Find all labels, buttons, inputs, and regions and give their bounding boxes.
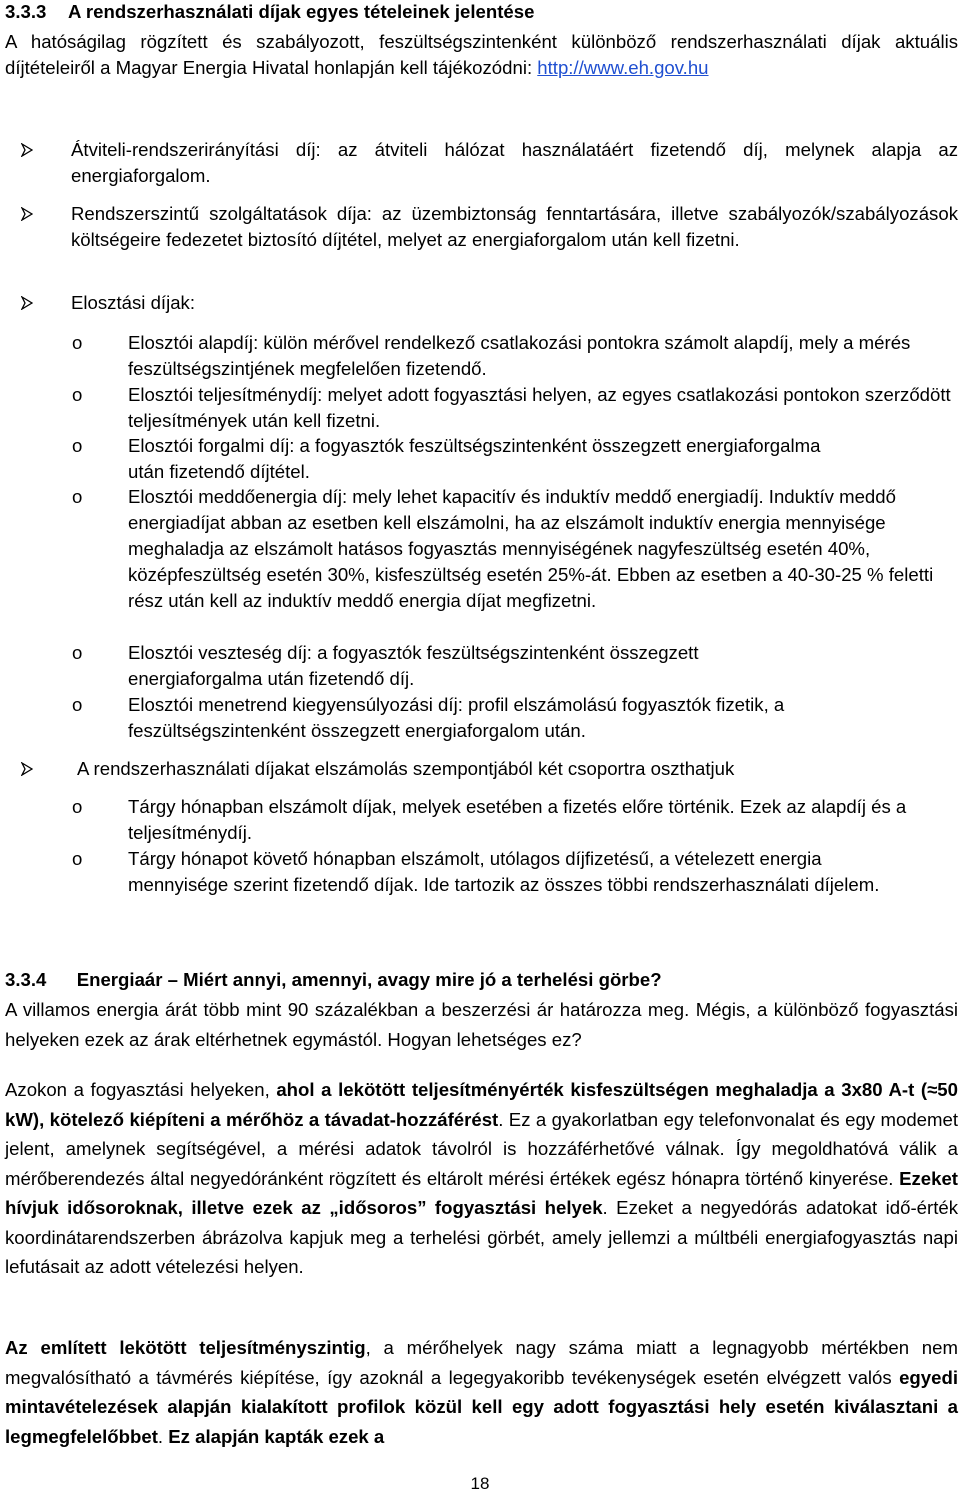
arrow-bullet-icon xyxy=(21,207,33,221)
csoport-item-text: Tárgy hónapban elszámolt díjak, melyek esetében a fizetés előre történik. Ezek az alapdíj és a teljesítménydíj. xyxy=(128,796,907,843)
bullet-atviteli xyxy=(5,137,958,189)
paragraph-2-text: . Ezeket a negyedórás adatokat idő-érték koordinátarendszerben ábrázolva kapjuk meg a terhelési görbét, amely jellemzi a múltbéli energiafogyasztás napi lefutásait az adott vételezési helyen. xyxy=(5,1197,958,1277)
circle-bullet-icon: o xyxy=(72,848,83,869)
elosztasi-item-text: Elosztói alapdíj: külön mérővel rendelkező csatlakozási pontokra számolt alapdíj, mely a mérés feszültségszintjének megfelelően fizetendő. xyxy=(128,332,911,379)
elosztasi-item xyxy=(5,330,958,382)
section-number: 3.3.4 xyxy=(5,969,47,990)
bullet-csoport-text: A rendszerhasználati díjakat elszámolás szempontjából két csoportra oszthatjuk xyxy=(77,758,735,779)
circle-bullet-icon: o xyxy=(72,332,83,353)
circle-bullet-icon: o xyxy=(72,642,83,663)
section-heading-333 xyxy=(5,0,534,24)
elosztasi-item xyxy=(5,484,958,614)
csoport-item xyxy=(5,794,958,846)
section-heading-334 xyxy=(5,968,662,992)
section-number: 3.3.3 xyxy=(5,1,47,22)
bullet-atviteli-text: Átviteli-rendszerirányítási díj: az átviteli hálózat használatáért fizetendő díj, melynek alapja az energiaforgalom. xyxy=(71,139,958,186)
bullet-rendszerszintu-text: Rendszerszintű szolgáltatások díja: az üzembiztonság fenntartására, illetve szabályozók/szabályozások költségeire fedezetet biztosító díjtétel, melyet az energiaforgalom után kell fizetni. xyxy=(71,203,958,250)
circle-bullet-icon: o xyxy=(72,486,83,507)
elosztasi-item-text: Elosztói veszteség díj: a fogyasztók feszültségszintenként összegzett energiaforgalma után fizetendő díj. xyxy=(128,642,699,689)
bullet-elosztasi xyxy=(5,290,958,316)
paragraph-2-bold: ahol a lekötött teljesítményérték kisfeszültségen meghaladja a 3x80 A-t (≈50 kW), kötelező kiépíteni a mérőhöz a távadat-hozzáférést xyxy=(5,1079,958,1130)
bullet-elosztasi-text: Elosztási díjak: xyxy=(71,292,196,313)
paragraph-3-bold: Ez alapján kapták ezek a xyxy=(168,1425,385,1447)
paragraph-2-text: Azokon a fogyasztási helyeken, xyxy=(5,1079,277,1100)
intro-paragraph xyxy=(5,29,958,81)
paragraph-2 xyxy=(5,1075,958,1282)
paragraph-3-text: . xyxy=(157,1425,169,1447)
circle-bullet-icon: o xyxy=(72,796,83,817)
paragraph-3-text: , a mérőhelyek nagy száma miatt a legnagyobb mértékben nem megvalósítható a távmérés kiépítése, így azoknál a legegyakoribb tevékenységek esetén elvégzett valós xyxy=(5,1337,958,1388)
circle-bullet-icon: o xyxy=(72,384,83,405)
csoport-item-text: Tárgy hónapot követő hónapban elszámolt, utólagos díjfizetésű, a vételezett energia mennyisége szerint fizetendő díjak. Ide tartozik az összes többi rendszerhasználati díjelem. xyxy=(128,848,880,895)
elosztasi-item-text: Elosztói meddőenergia díj: mely lehet kapacitív és induktív meddő energiadíj. Induktív meddő energiadíjat abban az esetben kell elszámolni, ha az elszámolt induktív energia mennyisége meghaladja az elszámolt hatásos fogyasztás mennyiségének nagyfeszültség esetén 40%, középfeszültség esetén 30%, kisfeszültség esetén 25%-át. Ebben az esetben a 40-30-25 % feletti rész után kell az induktív meddő energia díjat megfizetni. xyxy=(128,486,934,611)
eh-link[interactable]: http://www.eh.gov.hu xyxy=(537,57,709,78)
arrow-bullet-icon xyxy=(21,143,33,157)
circle-bullet-icon: o xyxy=(72,694,83,715)
elosztasi-item xyxy=(5,433,828,485)
elosztasi-item xyxy=(5,382,958,434)
circle-bullet-icon: o xyxy=(72,435,83,456)
elosztasi-item xyxy=(5,640,828,692)
arrow-bullet-icon xyxy=(21,296,33,310)
paragraph-3-bold: Az említett lekötött teljesítményszintig xyxy=(5,1337,366,1358)
elosztasi-item-text: Elosztói teljesítménydíj: melyet adott fogyasztási helyen, az egyes csatlakozási pontokon szerződött teljesítmények után kell fizetni. xyxy=(128,384,951,431)
intro-text: A hatóságilag rögzített és szabályozott, feszültségszintenként különböző rendszerhasználati díjak aktuális díjtételeiről a Magyar Energia Hivatal honlapján kell tájékozódni: xyxy=(5,31,958,78)
paragraph-2-bold: Ezeket hívjuk idősoroknak, illetve ezek az „idősoros” fogyasztási helyek xyxy=(5,1167,958,1218)
bullet-csoport xyxy=(5,756,960,782)
paragraph-1 xyxy=(5,995,958,1054)
arrow-bullet-icon xyxy=(21,762,33,776)
csoport-item xyxy=(5,846,898,898)
paragraph-1-text: A villamos energia árát több mint 90 százalékban a beszerzési ár határozza meg. Mégis, a különböző fogyasztási helyeken ezek az árak eltérhetnek egymástól. Hogyan lehetséges ez? xyxy=(5,999,958,1050)
page-number: 18 xyxy=(470,1474,490,1493)
bullet-rendszerszintu xyxy=(5,201,958,253)
paragraph-2-text: . Ez a gyakorlatban egy telefonvonalat és egy modemet jelent, amelynek segítségével, a mérési adatok távolról is hozzáférhetővé válnak. Így megoldhatóvá válik a mérőberendezés által negyedóránként rögzített és eltárolt mérési értékek egész hónapra történő kinyerése. xyxy=(5,1108,958,1189)
elosztasi-item-text: Elosztói forgalmi díj: a fogyasztók feszültségszintenként összegzett energiaforgalma után fizetendő díjtétel. xyxy=(128,435,821,482)
section-title: Energiaár – Miért annyi, amennyi, avagy mire jó a terhelési görbe? xyxy=(76,969,662,990)
section-title: A rendszerhasználati díjak egyes tételeinek jelentése xyxy=(68,1,535,22)
paragraph-3-bold: egyedi mintavételezések alapján kialakított profilok közül kell egy adott fogyasztási hely esetén kiválasztani a legmegfelelőbbet xyxy=(5,1366,958,1447)
elosztasi-item-text: Elosztói menetrend kiegyensúlyozási díj: profil elszámolású fogyasztók fizetik, a feszültségszintenként összegzett energiaforgalom után. xyxy=(128,694,785,741)
paragraph-3 xyxy=(5,1333,958,1451)
elosztasi-item xyxy=(5,692,938,744)
